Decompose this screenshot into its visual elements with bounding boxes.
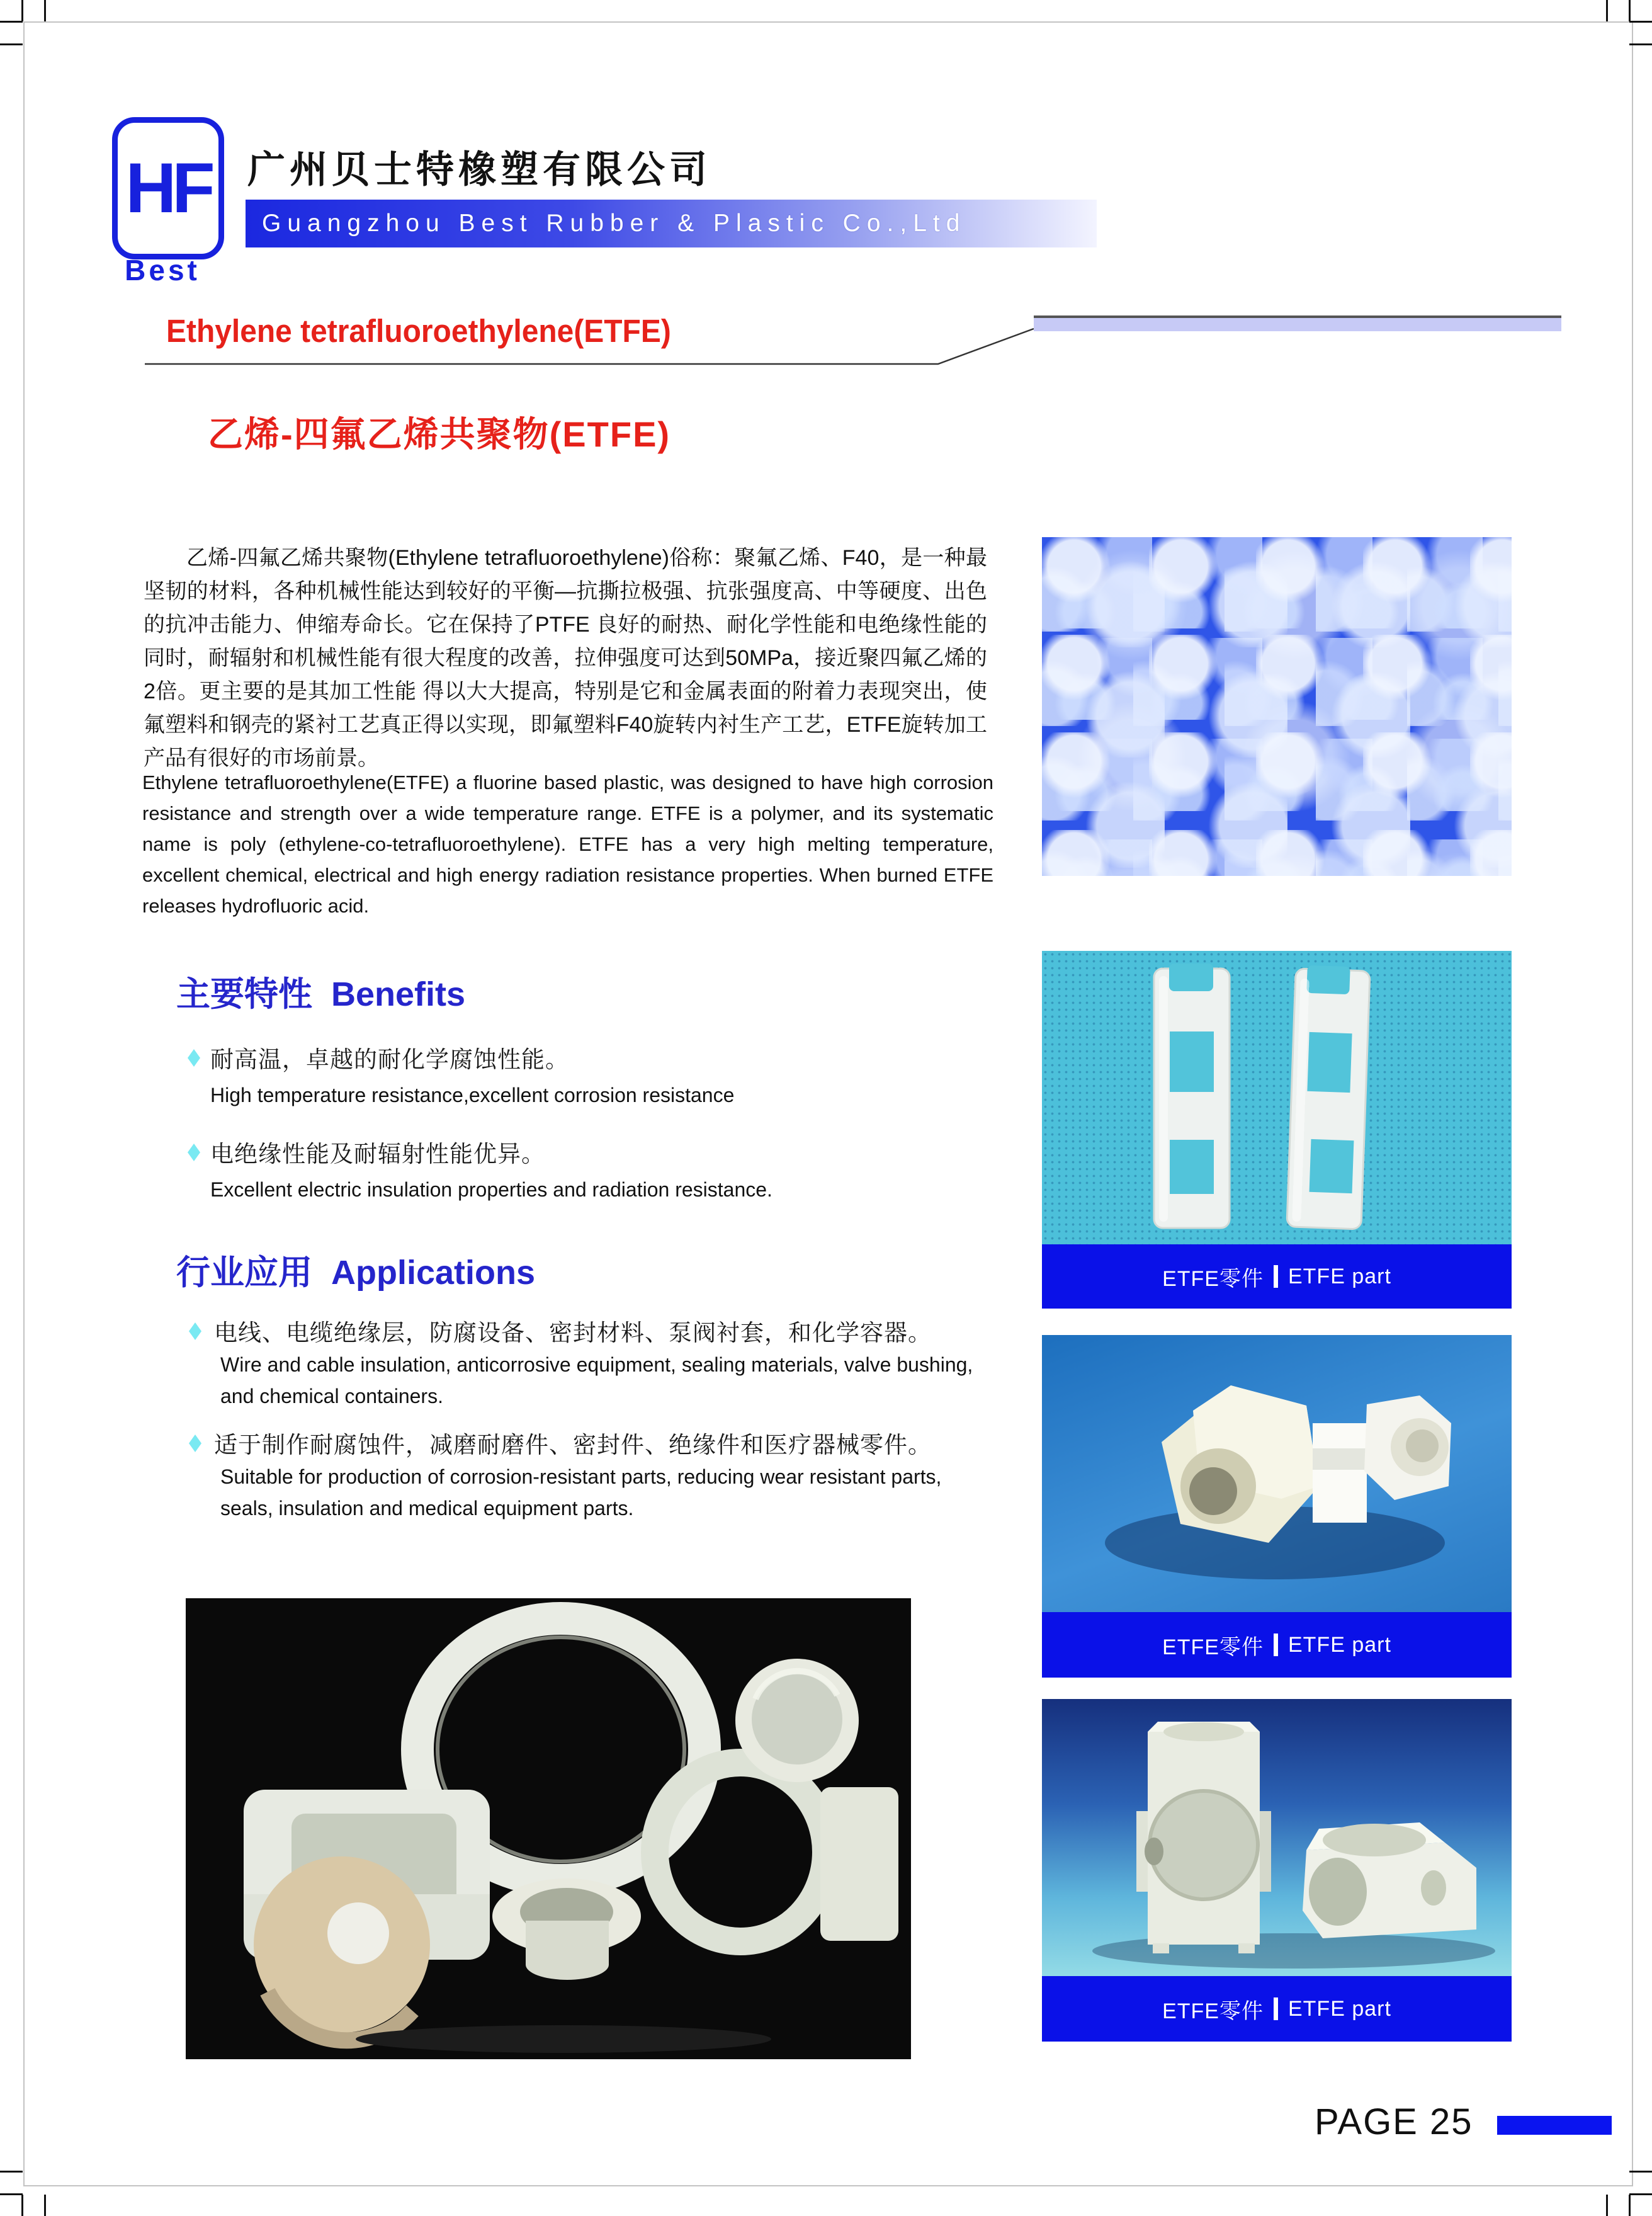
intro-paragraph-zh: 乙烯-四氟乙烯共聚物(Ethylene tetrafluoroethylene)俗称：聚氟乙烯、F40，是一种最坚韧的材料，各种机械性能达到较好的平衡—抗撕拉极强、抗张强度高、中等硬度、出色的抗冲击能力、伸缩寿命长。它在保持了PTFE 良好的耐热、耐化学性能和电绝缘性能的同时，耐辐射和机械性能有很大程度的改善，拉伸强度可达到50MPa，接近聚四氟乙烯的2倍。更主要的是其加工性能 得以大大提高，特别是它和金属表面的附着力表现突出，使氟塑料和钢壳的紧衬工艺真正得以实现，即氟塑料F40旋转内衬生产工艺，ETFE旋转加工产品有很好的市场前景。 xyxy=(144,546,987,770)
section-title-zh: 乙烯-四氟乙烯共聚物(ETFE) xyxy=(208,414,671,454)
logo-hf-monogram: HF xyxy=(125,149,211,227)
benefit-item-en: Excellent electric insulation properties and radiation resistance. xyxy=(210,1178,772,1201)
etfe-clamp-parts-photo xyxy=(1042,951,1512,1244)
intro-paragraph-en: Ethylene tetrafluoroethylene(ETFE) a fluorine based plastic, was designed to have high corrosion resistance and strength over a wide temperature range. ETFE is a polymer, and its systematic name is poly (ethylene-co-tetrafluoroethylene). ETFE has a very high melting temperature, excellent chemical, electrical and high energy radiation resistance properties. When burned ETFE releases hydrofluoric acid. xyxy=(142,771,993,917)
header-gradient-bar xyxy=(246,200,1097,247)
caption-en: ETFE part xyxy=(1287,1632,1391,1657)
caption-separator xyxy=(1274,1265,1278,1288)
application-item-en: Suitable for production of corrosion-resistant parts, reducing wear resistant parts, seals, insulation and medical equipment parts. xyxy=(220,1465,942,1520)
company-name-en: Guangzhou Best Rubber & Plastic Co.,Ltd xyxy=(262,210,966,237)
benefit-item-zh: 耐高温，卓越的耐化学腐蚀性能。 xyxy=(210,1047,569,1072)
logo-best-label: Best xyxy=(125,254,200,287)
photo-caption-bar xyxy=(1042,1612,1512,1678)
etfe-pellets-photo xyxy=(1042,537,1512,876)
caption-zh: ETFE零件 xyxy=(1162,1266,1264,1291)
application-item-zh: 适于制作耐腐蚀件，减磨耐磨件、密封件、绝缘件和医疗器械零件。 xyxy=(214,1432,932,1458)
benefit-item-en: High temperature resistance,excellent corrosion resistance xyxy=(210,1084,735,1106)
company-logo xyxy=(112,117,224,259)
page-number-label: PAGE 25 xyxy=(1315,2101,1473,2142)
caption-zh: ETFE零件 xyxy=(1162,1999,1264,2023)
section-title-en: Ethylene tetrafluoroethylene(ETFE) xyxy=(166,313,671,349)
caption-separator xyxy=(1274,1634,1278,1656)
company-name-zh: 广州贝士特橡塑有限公司 xyxy=(247,149,711,191)
caption-en: ETFE part xyxy=(1287,1264,1391,1288)
photo-card-etfe-part-2 xyxy=(1042,1335,1512,1678)
photo-card-etfe-part-3 xyxy=(1042,1699,1512,2042)
benefits-heading: 主要特性 Benefits xyxy=(176,975,466,1013)
photo-caption-bar xyxy=(1042,1976,1512,2042)
caption-en: ETFE part xyxy=(1287,1996,1391,2021)
photo-caption-bar xyxy=(1042,1244,1512,1309)
photo-card-etfe-part-1 xyxy=(1042,951,1512,1309)
applications-heading: 行业应用 Applications xyxy=(176,1254,536,1292)
etfe-fitting-photo xyxy=(1042,1335,1512,1612)
section-title-rule xyxy=(144,314,1564,370)
caption-zh: ETFE零件 xyxy=(1162,1635,1264,1659)
etfe-block-parts-photo xyxy=(1042,1699,1512,1976)
etfe-products-photo xyxy=(186,1598,911,2059)
caption-separator xyxy=(1274,1997,1278,2020)
application-item-zh: 电线、电缆绝缘层，防腐设备、密封材料、泵阀衬套，和化学容器。 xyxy=(214,1320,932,1346)
page-number-accent-bar xyxy=(1497,2116,1612,2135)
application-item-en: Wire and cable insulation, anticorrosive equipment, sealing materials, valve bushing, and chemical containers. xyxy=(220,1353,973,1407)
benefit-item-zh: 电绝缘性能及耐辐射性能优异。 xyxy=(210,1141,545,1167)
